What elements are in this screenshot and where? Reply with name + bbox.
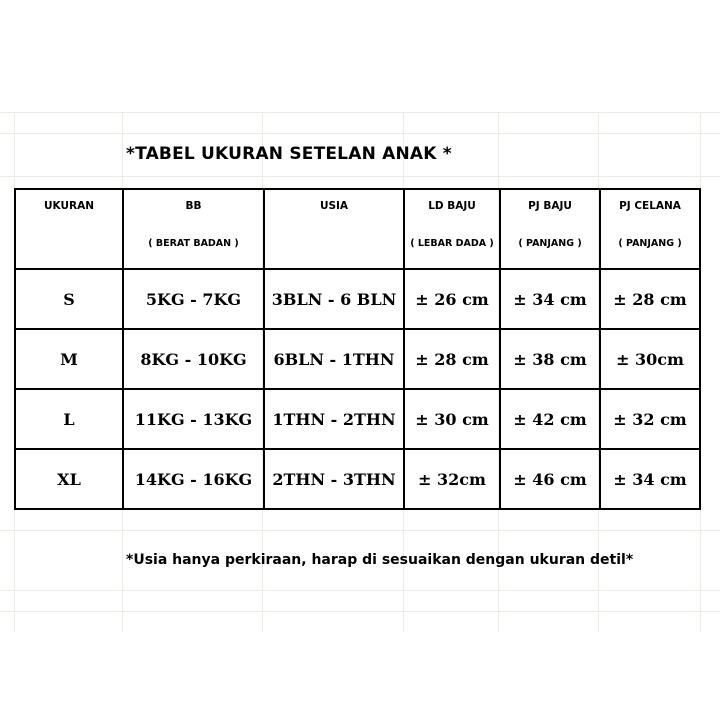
table-row-s <box>15 269 700 329</box>
header-label: UKURAN <box>43 200 94 212</box>
cell-usia: 1THN - 2THN <box>264 389 404 449</box>
cell-bb: 14KG - 16KG <box>123 449 264 509</box>
header-usia <box>264 189 404 269</box>
cell-pj-celana: ± 28 cm <box>600 269 700 329</box>
header-label: PJ CELANA <box>619 200 681 212</box>
cell-ukuran: M <box>15 329 123 389</box>
cell-ld-baju: ± 28 cm <box>404 329 500 389</box>
header-sublabel: ( LEBAR DADA ) <box>410 238 494 249</box>
header-label: LD BAJU <box>428 200 476 212</box>
cell-ukuran: S <box>15 269 123 329</box>
cell-bb: 5KG - 7KG <box>123 269 264 329</box>
cell-pj-celana: ± 30cm <box>600 329 700 389</box>
cell-bb: 11KG - 13KG <box>123 389 264 449</box>
cell-ukuran: XL <box>15 449 123 509</box>
cell-ld-baju: ± 30 cm <box>404 389 500 449</box>
table-row-xl <box>15 449 700 509</box>
cell-usia: 3BLN - 6 BLN <box>264 269 404 329</box>
header-ukuran <box>15 189 123 269</box>
cell-pj-baju: ± 38 cm <box>500 329 600 389</box>
header-sublabel: ( PANJANG ) <box>518 238 582 249</box>
table-row-l <box>15 389 700 449</box>
header-ld-baju <box>404 189 500 269</box>
cell-bb: 8KG - 10KG <box>123 329 264 389</box>
cell-ld-baju: ± 32cm <box>404 449 500 509</box>
cell-usia: 2THN - 3THN <box>264 449 404 509</box>
cell-pj-baju: ± 42 cm <box>500 389 600 449</box>
header-label: BB <box>185 200 202 212</box>
header-pj-baju <box>500 189 600 269</box>
cell-pj-celana: ± 34 cm <box>600 449 700 509</box>
footnote: *Usia hanya perkiraan, harap di sesuaikan dengan ukuran detil* <box>126 552 634 568</box>
cell-pj-baju: ± 46 cm <box>500 449 600 509</box>
header-sublabel: ( PANJANG ) <box>618 238 682 249</box>
header-label: PJ BAJU <box>528 200 572 212</box>
cell-ld-baju: ± 26 cm <box>404 269 500 329</box>
header-sublabel: ( BERAT BADAN ) <box>148 238 239 249</box>
table-header-row <box>15 189 700 269</box>
cell-ukuran: L <box>15 389 123 449</box>
cell-usia: 6BLN - 1THN <box>264 329 404 389</box>
cell-pj-celana: ± 32 cm <box>600 389 700 449</box>
header-bb <box>123 189 264 269</box>
cell-pj-baju: ± 34 cm <box>500 269 600 329</box>
header-label: USIA <box>319 200 349 212</box>
page-title: *TABEL UKURAN SETELAN ANAK * <box>126 144 452 164</box>
table-row-m <box>15 329 700 389</box>
header-pj-celana <box>600 189 700 269</box>
size-table <box>14 188 701 510</box>
